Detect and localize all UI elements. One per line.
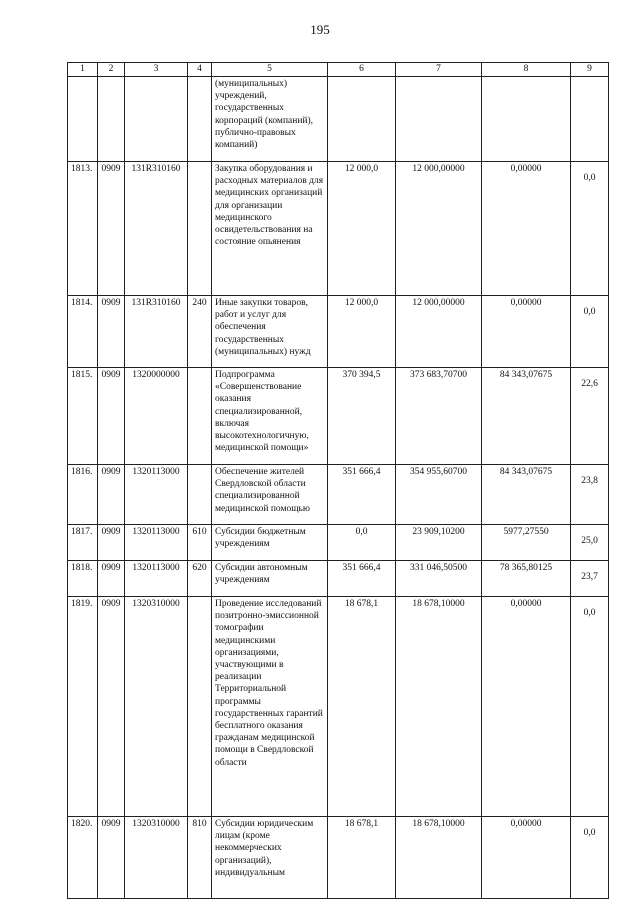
expense-type: 610 [188, 525, 212, 561]
row-number [68, 77, 98, 162]
execution-percent: 23,7 [571, 561, 609, 597]
row-number: 1820. [68, 817, 98, 899]
table-row [68, 162, 609, 296]
page-number: 195 [310, 22, 330, 37]
execution-percent: 0,0 [571, 296, 609, 368]
planned-amount [328, 77, 396, 162]
section-code: 0909 [98, 296, 125, 368]
target-code: 1320310000 [125, 817, 188, 899]
execution-percent: 0,0 [571, 597, 609, 817]
header-cell: 5 [212, 63, 328, 77]
table-row [68, 525, 609, 561]
header-cell: 7 [396, 63, 482, 77]
expense-type [188, 162, 212, 296]
table-row [68, 597, 609, 817]
execution-percent: 0,0 [571, 162, 609, 296]
adjusted-amount: 18 678,10000 [396, 597, 482, 817]
section-code: 0909 [98, 525, 125, 561]
expense-type: 240 [188, 296, 212, 368]
expense-type [188, 77, 212, 162]
row-number: 1817. [68, 525, 98, 561]
row-number: 1819. [68, 597, 98, 817]
planned-amount: 12 000,0 [328, 296, 396, 368]
adjusted-amount: 12 000,00000 [396, 162, 482, 296]
adjusted-amount: 354 955,60700 [396, 465, 482, 525]
executed-amount: 0,00000 [482, 296, 571, 368]
planned-amount: 18 678,1 [328, 817, 396, 899]
planned-amount: 18 678,1 [328, 597, 396, 817]
planned-amount: 370 394,5 [328, 368, 396, 465]
table-row [68, 368, 609, 465]
row-number: 1813. [68, 162, 98, 296]
item-name: (муниципальных) учреждений, государственных корпораций (компаний), публично-правовых компаний) [212, 77, 328, 162]
executed-amount: 0,00000 [482, 162, 571, 296]
target-code: 131R310160 [125, 296, 188, 368]
planned-amount: 12 000,0 [328, 162, 396, 296]
target-code: 1320113000 [125, 525, 188, 561]
execution-percent [571, 77, 609, 162]
target-code: 131R310160 [125, 162, 188, 296]
target-code [125, 77, 188, 162]
item-name: Подпрограмма «Совершенствование оказания специализированной, включая высокотехнологичную, медицинской помощи» [212, 368, 328, 465]
item-name: Субсидии юридическим лицам (кроме некоммерческих организаций), индивидуальным [212, 817, 328, 899]
header-cell: 2 [98, 63, 125, 77]
executed-amount: 84 343,07675 [482, 465, 571, 525]
executed-amount: 0,00000 [482, 597, 571, 817]
header-cell: 9 [571, 63, 609, 77]
header-cell: 1 [68, 63, 98, 77]
item-name: Субсидии автономным учреждениям [212, 561, 328, 597]
header-cell: 4 [188, 63, 212, 77]
expense-type [188, 465, 212, 525]
executed-amount: 84 343,07675 [482, 368, 571, 465]
expense-type: 620 [188, 561, 212, 597]
item-name: Закупка оборудования и расходных материалов для медицинских организаций для организации медицинского освидетельствования на состояние опьянения [212, 162, 328, 296]
executed-amount [482, 77, 571, 162]
execution-percent: 25,0 [571, 525, 609, 561]
row-number: 1818. [68, 561, 98, 597]
target-code: 1320000000 [125, 368, 188, 465]
item-name: Субсидии бюджетным учреждениям [212, 525, 328, 561]
section-code: 0909 [98, 162, 125, 296]
adjusted-amount: 23 909,10200 [396, 525, 482, 561]
item-name: Проведение исследований позитронно-эмиссионной томографии медицинскими организациями, участвующими в реализации Территориальной программы государственных гарантий бесплатного оказания гражданам медицинской помощи в Свердловской области [212, 597, 328, 817]
section-code: 0909 [98, 817, 125, 899]
planned-amount: 0,0 [328, 525, 396, 561]
adjusted-amount: 373 683,70700 [396, 368, 482, 465]
adjusted-amount: 18 678,10000 [396, 817, 482, 899]
row-number: 1816. [68, 465, 98, 525]
table-row [68, 296, 609, 368]
header-cell: 3 [125, 63, 188, 77]
target-code: 1320113000 [125, 465, 188, 525]
execution-percent: 23,8 [571, 465, 609, 525]
table-row [68, 77, 609, 162]
adjusted-amount [396, 77, 482, 162]
planned-amount: 351 666,4 [328, 561, 396, 597]
row-number: 1814. [68, 296, 98, 368]
expense-type [188, 368, 212, 465]
executed-amount: 78 365,80125 [482, 561, 571, 597]
table-row [68, 561, 609, 597]
header-row [68, 63, 609, 77]
expense-type: 810 [188, 817, 212, 899]
table-row [68, 817, 609, 899]
executed-amount: 5977,27550 [482, 525, 571, 561]
executed-amount: 0,00000 [482, 817, 571, 899]
target-code: 1320113000 [125, 561, 188, 597]
item-name: Иные закупки товаров, работ и услуг для обеспечения государственных (муниципальных) нужд [212, 296, 328, 368]
execution-percent: 0,0 [571, 817, 609, 899]
planned-amount: 351 666,4 [328, 465, 396, 525]
row-number: 1815. [68, 368, 98, 465]
table-row [68, 465, 609, 525]
section-code [98, 77, 125, 162]
budget-table [67, 62, 609, 899]
adjusted-amount: 331 046,50500 [396, 561, 482, 597]
section-code: 0909 [98, 465, 125, 525]
adjusted-amount: 12 000,00000 [396, 296, 482, 368]
section-code: 0909 [98, 597, 125, 817]
section-code: 0909 [98, 561, 125, 597]
section-code: 0909 [98, 368, 125, 465]
execution-percent: 22,6 [571, 368, 609, 465]
expense-type [188, 597, 212, 817]
header-cell: 8 [482, 63, 571, 77]
item-name: Обеспечение жителей Свердловской области специализированной медицинской помощью [212, 465, 328, 525]
header-cell: 6 [328, 63, 396, 77]
target-code: 1320310000 [125, 597, 188, 817]
